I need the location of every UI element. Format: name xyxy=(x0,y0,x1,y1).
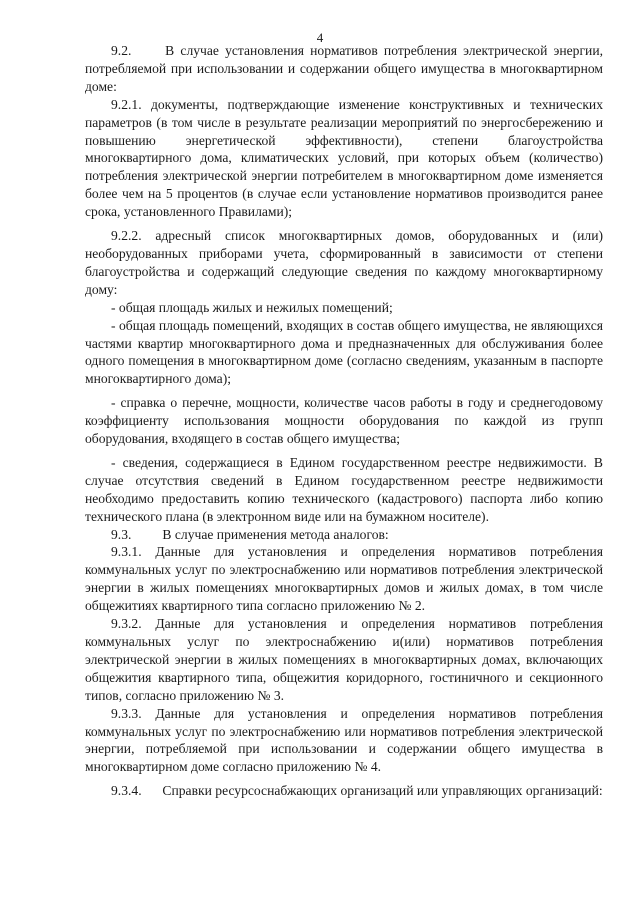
paragraph-9-3-2 xyxy=(85,615,603,705)
paragraph-9-3-1 xyxy=(85,543,603,615)
clause-text: Данные для установления и определения нормативов потребления коммунальных услуг по электроснабжению и(или) нормативов потребления электрической энергии в жилых помещениях в многоквартирных домах, включающих общежития квартирного типа, общежития коридорного, гостиничного и секционного типов, согласно приложению № 3. xyxy=(85,616,603,703)
paragraph-9-3 xyxy=(85,526,603,544)
list-item xyxy=(85,317,603,389)
list-item xyxy=(85,454,603,526)
clause-text: - общая площадь помещений, входящих в состав общего имущества, не являющихся частями квартир многоквартирного дома и предназначенных для обслуживания более одного помещения в многоквартирном доме (согласно сведениям, указанным в паспорте многоквартирного дома); xyxy=(85,317,603,387)
paragraph-9-2 xyxy=(85,42,603,96)
document-body xyxy=(85,42,603,800)
clause-number: 9.2. xyxy=(111,43,132,58)
clause-text: адресный список многоквартирных домов, оборудованных и (или) необорудованных приборами учета, сформированный в зависимости от степени благоустройства и содержащий следующие сведения по каждому многоквартирному дому: xyxy=(85,228,604,297)
clause-number: 9.2.2. xyxy=(111,228,142,244)
paragraph-9-2-2 xyxy=(85,227,603,299)
clause-number: 9.3.2. xyxy=(111,616,142,632)
clause-text: - справка о перечне, мощности, количестве часов работы в году и среднегодовому коэффициенту использования мощности оборудования по каждой из групп оборудования, входящего в состав общего имущества; xyxy=(85,395,603,447)
paragraph-9-3-4 xyxy=(85,782,603,800)
clause-text: - общая площадь жилых и нежилых помещений; xyxy=(111,299,393,315)
list-item xyxy=(85,299,603,317)
clause-text: Данные для установления и определения нормативов потребления коммунальных услуг по электроснабжению или нормативов потребления электрической энергии в жилых помещениях многоквартирных домов и жилых домах, в том числе общежитиях квартирного типа согласно приложению № 2. xyxy=(85,544,603,614)
clause-text: В случае применения метода аналогов: xyxy=(162,526,389,542)
clause-text: - сведения, содержащиеся в Едином государственном реестре недвижимости. В случае отсутствия сведений в Едином государственном реестре недвижимости необходимо предоставить копию технического (кадастрового) паспорта либо копию технического плана (в электронном виде или на бумажном носителе). xyxy=(85,454,603,524)
clause-text: Данные для установления и определения нормативов потребления коммунальных услуг по электроснабжению или нормативов потребления электрической энергии, потребляемой при использовании и содержании общего имущества в многоквартирном доме согласно приложению № 4. xyxy=(85,705,603,775)
clause-text: Справки ресурсоснабжающих организаций или управляющих организаций: xyxy=(162,783,603,799)
clause-text: В случае установления нормативов потребления электрической энергии, потребляемой при использовании и содержании общего имущества в многоквартирном доме: xyxy=(85,43,603,94)
clause-number: 9.3.3. xyxy=(111,705,142,721)
clause-number: 9.3. xyxy=(111,526,132,542)
paragraph-9-2-1 xyxy=(85,96,603,221)
list-item xyxy=(85,394,603,448)
clause-number: 9.3.1. xyxy=(111,544,142,560)
paragraph-9-3-3 xyxy=(85,705,603,777)
clause-number: 9.3.4. xyxy=(111,783,142,799)
clause-number: 9.2.1. xyxy=(111,96,142,112)
clause-text: документы, подтверждающие изменение конструктивных и технических параметров (в том числе в результате реализации мероприятий по энергосбережению и повышению энергетической эффективности), степени благоустройства многоквартирного дома, климатических условий, при которых объем (количество) потребления электрической энергии потребителем в многоквартирном доме изменяется более чем на 5 процентов (в случае если установление нормативов производится ранее срока, установленного Правилами); xyxy=(85,96,604,220)
page-number: 4 xyxy=(316,30,324,45)
